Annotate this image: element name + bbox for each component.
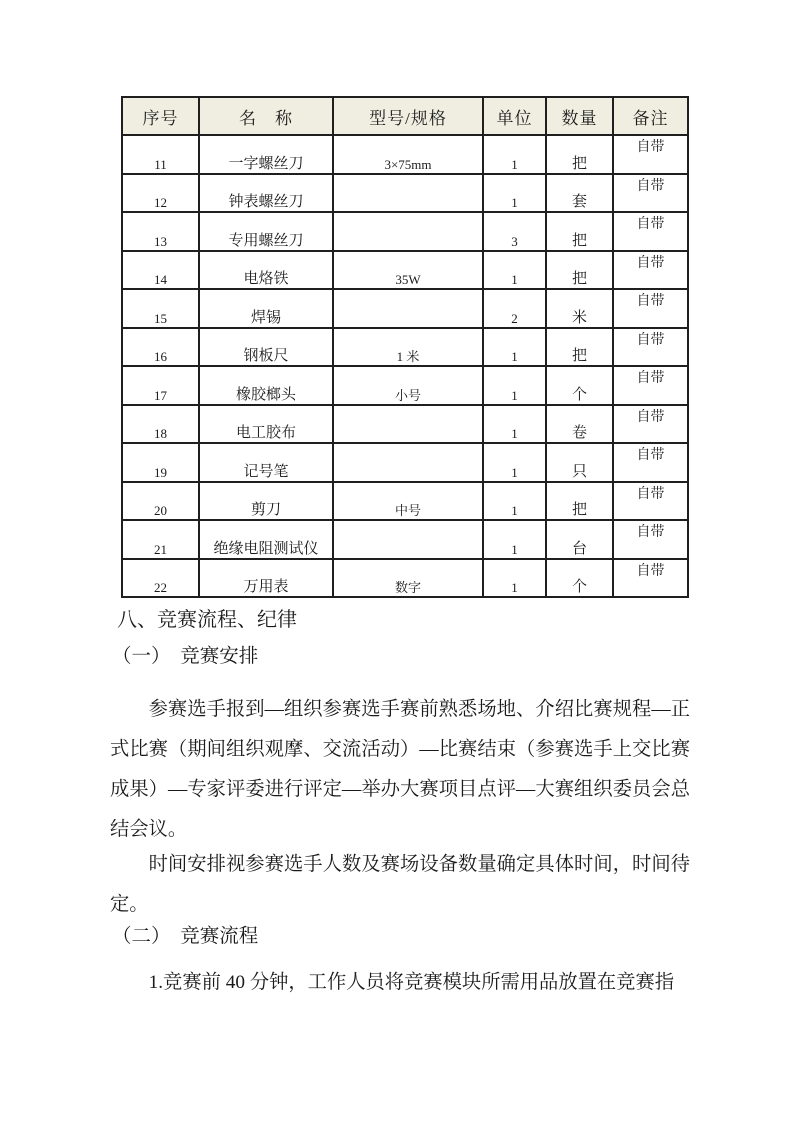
table-body [122,135,688,597]
cell-no: 22 [122,559,199,598]
cell-no: 20 [122,482,199,521]
cell-qty: 个 [546,366,613,405]
cell-spec [333,520,483,559]
cell-note: 自带 [613,443,688,482]
cell-spec [333,212,483,251]
table-row [122,174,688,213]
subsection-heading-2: （二） 竞赛流程 [112,926,259,947]
cell-qty: 套 [546,174,613,213]
table-row [122,405,688,444]
header-cell-qty: 数量 [546,97,613,135]
cell-qty: 把 [546,251,613,290]
cell-no: 16 [122,328,199,367]
cell-qty: 台 [546,520,613,559]
cell-name: 电烙铁 [199,251,333,290]
table-row [122,520,688,559]
section-heading: 八、竞赛流程、纪律 [117,609,297,631]
cell-note: 自带 [613,328,688,367]
cell-unit: 1 [483,520,546,559]
cell-qty: 只 [546,443,613,482]
cell-name: 橡胶榔头 [199,366,333,405]
cell-qty: 把 [546,328,613,367]
cell-qty: 把 [546,212,613,251]
cell-spec: 小号 [333,366,483,405]
cell-name: 焊锡 [199,289,333,328]
cell-qty: 把 [546,482,613,521]
table-row [122,366,688,405]
header-cell-no: 序号 [122,97,199,135]
cell-note: 自带 [613,482,688,521]
table-row [122,135,688,174]
cell-qty: 卷 [546,405,613,444]
cell-name: 一字螺丝刀 [199,135,333,174]
cell-note: 自带 [613,559,688,598]
cell-no: 21 [122,520,199,559]
cell-unit: 3 [483,212,546,251]
cell-no: 15 [122,289,199,328]
subsection-heading-1: （一） 竞赛安排 [112,646,259,667]
paragraph-competition-flow-step1: 1.竞赛前 40 分钟，工作人员将竞赛模块所需用品放置在竞赛指 [148,972,675,993]
cell-name: 钟表螺丝刀 [199,174,333,213]
cell-no: 17 [122,366,199,405]
cell-note: 自带 [613,174,688,213]
cell-name: 专用螺丝刀 [199,212,333,251]
cell-unit: 1 [483,443,546,482]
header-cell-unit: 单位 [483,97,546,135]
cell-spec: 1 米 [333,328,483,367]
table-row [122,559,688,598]
cell-no: 13 [122,212,199,251]
cell-unit: 2 [483,289,546,328]
table-row [122,289,688,328]
cell-qty: 把 [546,135,613,174]
table-row [122,212,688,251]
table-row [122,482,688,521]
cell-spec: 数字 [333,559,483,598]
cell-no: 18 [122,405,199,444]
cell-unit: 1 [483,174,546,213]
cell-unit: 1 [483,405,546,444]
cell-name: 万用表 [199,559,333,598]
table-row [122,443,688,482]
cell-name: 剪刀 [199,482,333,521]
table-header-row [122,97,688,135]
cell-spec: 35W [333,251,483,290]
cell-unit: 1 [483,366,546,405]
cell-no: 12 [122,174,199,213]
cell-note: 自带 [613,212,688,251]
cell-qty: 米 [546,289,613,328]
cell-note: 自带 [613,366,688,405]
equipment-table [121,96,689,598]
cell-unit: 1 [483,482,546,521]
cell-spec [333,443,483,482]
cell-name: 记号笔 [199,443,333,482]
paragraph-time-arrangement: 时间安排视参赛选手人数及赛场设备数量确定具体时间，时间待定。 [110,854,690,915]
table-row [122,251,688,290]
cell-no: 14 [122,251,199,290]
cell-spec: 中号 [333,482,483,521]
paragraph-competition-arrangement: 参赛选手报到—组织参赛选手赛前熟悉场地、介绍比赛规程—正式比赛（期间组织观摩、交流活动）—比赛结束（参赛选手上交比赛成果）—专家评委进行评定—举办大赛项目点评—大赛组织委员会总结会议。 [110,699,690,840]
cell-note: 自带 [613,135,688,174]
cell-name: 钢板尺 [199,328,333,367]
cell-note: 自带 [613,520,688,559]
table-row [122,328,688,367]
header-cell-note: 备注 [613,97,688,135]
header-cell-name: 名 称 [199,97,333,135]
cell-unit: 1 [483,251,546,290]
cell-unit: 1 [483,328,546,367]
cell-qty: 个 [546,559,613,598]
cell-no: 19 [122,443,199,482]
cell-spec [333,289,483,328]
cell-spec [333,405,483,444]
cell-unit: 1 [483,559,546,598]
cell-no: 11 [122,135,199,174]
cell-note: 自带 [613,251,688,290]
cell-spec: 3×75mm [333,135,483,174]
cell-name: 电工胶布 [199,405,333,444]
cell-spec [333,174,483,213]
cell-name: 绝缘电阻测试仪 [199,520,333,559]
cell-note: 自带 [613,289,688,328]
header-cell-spec: 型号/规格 [333,97,483,135]
cell-unit: 1 [483,135,546,174]
cell-note: 自带 [613,405,688,444]
